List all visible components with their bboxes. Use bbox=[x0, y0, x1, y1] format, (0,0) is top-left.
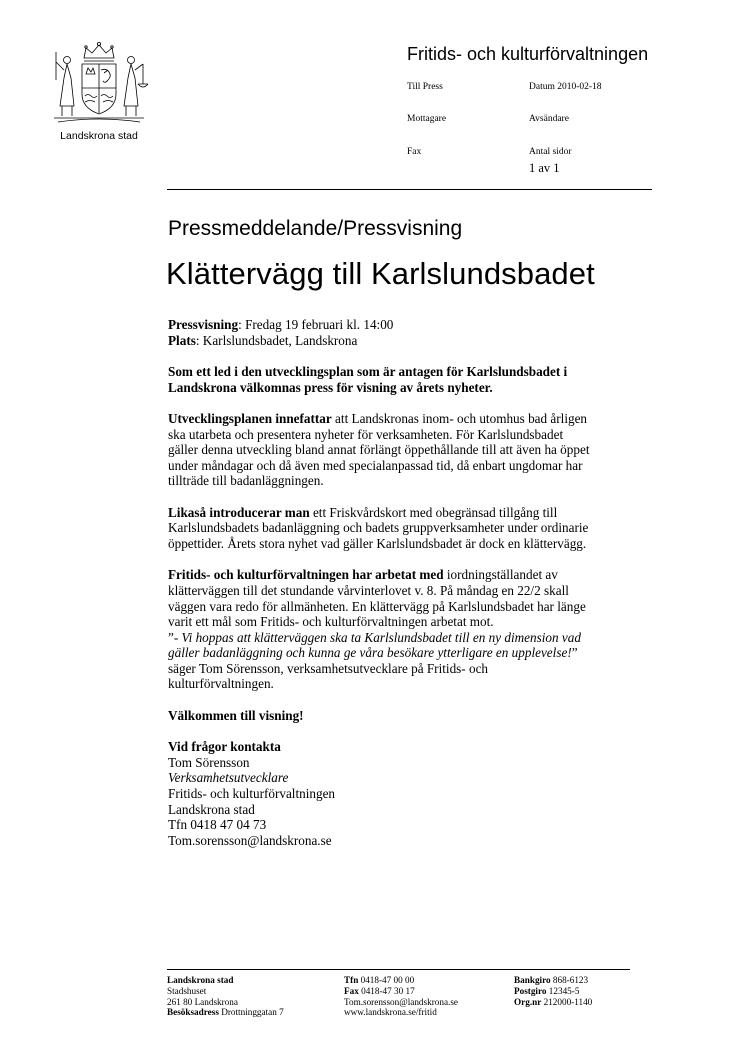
paragraph-line: klätterväggen till det stundande vårvinterlovet v. 8. På måndag en 22/2 skall bbox=[168, 582, 569, 598]
paragraph-line: iordningställandet av bbox=[443, 567, 558, 583]
quote-text: gäller badanläggning och kunna ge våra besökare ytterligare en upplevelse! bbox=[168, 645, 572, 661]
footer-org-name: Landskrona stad bbox=[167, 975, 234, 985]
event-time-value: : Fredag 19 februari kl. 14:00 bbox=[238, 317, 394, 332]
footer-email: Tom.sorensson@landskrona.se bbox=[344, 996, 458, 1007]
footer-visit-address bbox=[167, 1007, 284, 1018]
paragraph-line: öppettider. Årets stora nyhet vad gäller Karlslundsbadet är dock en klättervägg. bbox=[168, 535, 587, 551]
footer-bankgiro-label: Bankgiro bbox=[514, 975, 551, 985]
footer-building: Stadshuset bbox=[167, 985, 207, 996]
footer-address bbox=[167, 975, 284, 1018]
event-place-label: Plats bbox=[168, 332, 196, 348]
footer-fax bbox=[344, 986, 458, 997]
footer-payment bbox=[514, 975, 592, 1007]
intro-line: Som ett led i den utvecklingsplan som är antagen för Karlslundsbadet i bbox=[168, 363, 568, 379]
contact-department: Fritids- och kulturförvaltningen bbox=[168, 786, 336, 802]
footer-phone-label: Tfn bbox=[344, 975, 359, 985]
footer-postgiro-value: 12345-5 bbox=[546, 985, 580, 996]
intro-paragraph bbox=[168, 364, 658, 395]
event-time-label: Pressvisning bbox=[168, 317, 239, 332]
footer-fax-label: Fax bbox=[344, 985, 359, 996]
paragraph-lead: Likaså introducerar man bbox=[168, 504, 310, 520]
paragraph-lead: Fritids- och kulturförvaltningen har arbetat med bbox=[168, 567, 444, 583]
department-name: Fritids- och kulturförvaltningen bbox=[407, 44, 649, 64]
paragraph-line: ett Friskvårdskort med obegränsad tillgång till bbox=[309, 504, 558, 520]
fax-label: Fax bbox=[407, 147, 422, 157]
quote-close: ” bbox=[571, 645, 578, 661]
logo-text: Landskrona stad bbox=[60, 130, 138, 142]
header-divider bbox=[167, 189, 652, 190]
paragraph-climbing-wall bbox=[168, 567, 658, 692]
footer-website: www.landskrona.se/fritid bbox=[344, 1007, 437, 1018]
paragraph-line: att Landskronas inom- och utomhus bad årligen bbox=[331, 410, 588, 426]
footer-bankgiro-value: 868-6123 bbox=[550, 975, 589, 985]
footer-orgnr-value: 212000-1140 bbox=[541, 996, 593, 1007]
contact-org: Landskrona stad bbox=[168, 801, 255, 817]
contact-name: Tom Sörensson bbox=[168, 754, 250, 770]
event-place-value: : Karlslundsbadet, Landskrona bbox=[195, 332, 358, 348]
sender-label: Avsändare bbox=[529, 114, 569, 124]
coat-of-arms-icon bbox=[48, 40, 150, 126]
footer-postgiro-label: Postgiro bbox=[514, 985, 547, 996]
paragraph-line: säger Tom Sörensson, verksamhetsutvecklare på Fritids- och bbox=[168, 660, 489, 676]
footer-contact bbox=[344, 975, 458, 1018]
footer-visit-label: Besöksadress bbox=[167, 1007, 219, 1018]
welcome-line bbox=[168, 708, 658, 724]
event-info bbox=[168, 317, 658, 348]
footer-phone-value: 0418-47 00 00 bbox=[358, 975, 415, 985]
footer-fax-value: 0418-47 30 17 bbox=[358, 985, 415, 996]
paragraph-line: väggen vara redo för allmänheten. En klättervägg på Karlslundsbadet har länge bbox=[168, 598, 586, 614]
paragraph-line: gäller denna utveckling bland annat förlängt öppethållande till att även ha öppet bbox=[168, 442, 590, 458]
paragraph-lead: Utvecklingsplanen innefattar bbox=[168, 410, 332, 426]
paragraph-line: tillträde till badanläggningen. bbox=[168, 473, 324, 489]
footer-postal: 261 80 Landskrona bbox=[167, 996, 238, 1007]
paragraph-line: varit ett mål som Fritids- och kulturförvaltningen arbetat mot. bbox=[168, 614, 494, 630]
headline: Klättervägg till Karlslundsbadet bbox=[166, 256, 595, 291]
to-label: Till Press bbox=[407, 82, 443, 92]
footer-orgnr bbox=[514, 997, 592, 1008]
document-type: Pressmeddelande/Pressvisning bbox=[168, 217, 463, 240]
date-field: Datum 2010-02-18 bbox=[529, 82, 602, 92]
quote-text: Vi hoppas att klätterväggen ska ta Karlslundsbadet till en ny dimension vad bbox=[181, 629, 581, 645]
footer-phone bbox=[344, 975, 458, 986]
contact-title: Verksamhetsutvecklare bbox=[168, 770, 289, 786]
intro-line: Landskrona välkomnas press för visning av årets nyheter. bbox=[168, 379, 493, 395]
footer-visit-value: Drottninggatan 7 bbox=[218, 1007, 284, 1018]
recipient-label: Mottagare bbox=[407, 114, 447, 124]
footer-divider bbox=[167, 969, 630, 970]
logo bbox=[40, 40, 158, 148]
footer-bankgiro bbox=[514, 975, 592, 986]
paragraph-wellness-card bbox=[168, 505, 658, 552]
paragraph-line: ska utarbeta och presentera nyheter för verksamheten. För Karlslundsbadet bbox=[168, 426, 564, 442]
pages-label: Antal sidor bbox=[529, 147, 572, 157]
quote-open: ”- bbox=[168, 629, 182, 645]
contact-heading: Vid frågor kontakta bbox=[168, 739, 281, 755]
pages-value: 1 av 1 bbox=[529, 161, 560, 175]
contact-phone: Tfn 0418 47 04 73 bbox=[168, 817, 267, 833]
press-release-body bbox=[168, 317, 658, 864]
contact-email: Tom.sorensson@landskrona.se bbox=[168, 832, 332, 848]
paragraph-line: kulturförvaltningen. bbox=[168, 676, 274, 692]
paragraph-line: under måndagar och då även med specialanpassad tid, då enbart ungdomar har bbox=[168, 457, 583, 473]
footer-postgiro bbox=[514, 986, 592, 997]
paragraph-development-plan bbox=[168, 411, 658, 489]
paragraph-line: Karlslundsbadets badanläggning och badets gruppverksamheter under ordinarie bbox=[168, 520, 589, 536]
welcome-text: Välkommen till visning! bbox=[168, 707, 304, 723]
contact-block bbox=[168, 739, 658, 848]
footer-orgnr-label: Org.nr bbox=[514, 996, 542, 1007]
